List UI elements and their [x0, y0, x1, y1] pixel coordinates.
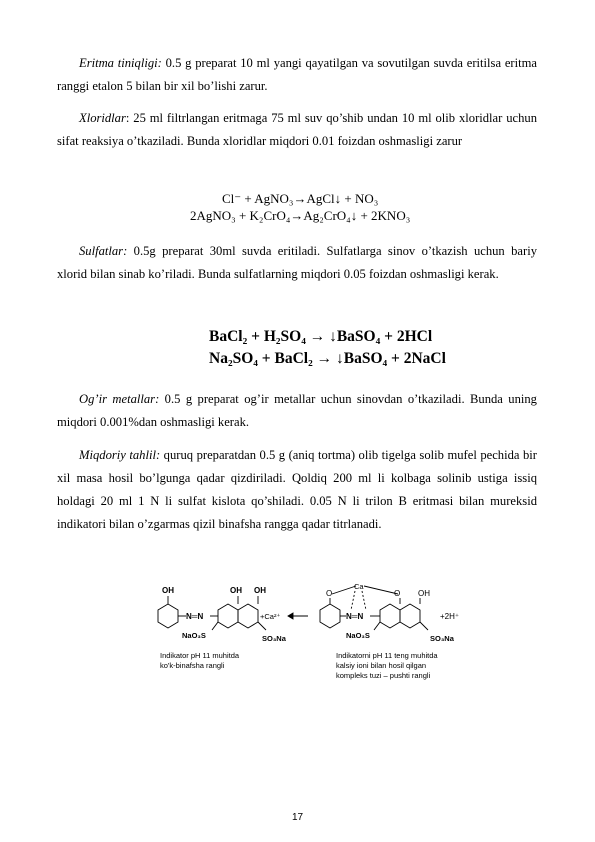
equation-sulfate-2: Na₂SO₄ + BaCl₂ → ↓BaSO₄ + 2NaCl [209, 350, 446, 367]
oh-label: OH [254, 586, 266, 595]
oh-label: OH [162, 586, 174, 595]
caption-line: Indikator pH 11 muhitda [160, 651, 240, 660]
equation-chloride-2: 2AgNO₃ + K₂CrO₄→Ag₂CrO₄↓ + 2KNO₃ [190, 208, 411, 223]
so3na-label: SO₃Na [262, 634, 286, 643]
paragraph-lead: Eritma tiniqligi: [79, 56, 162, 70]
paragraph-miqdoriy-tahlil [57, 444, 537, 536]
right-caption [336, 651, 438, 681]
paragraph-sulfatlar [57, 240, 537, 286]
paragraph-lead: Sulfatlar: [79, 244, 128, 258]
paragraph-text: : 25 ml filtrlangan eritmaga 75 ml suv qo’shib undan 10 ml olib xloridlar uchun sifat reaksiya o’tkaziladi. Bunda xloridlar miqdori 0.01 foizdan oshmasligi zarur [57, 111, 537, 148]
paragraph-xloridlar [57, 107, 537, 153]
paragraph-text: 0.5 g preparat og’ir metallar uchun sinovdan o’tkaziladi. Bunda uning miqdori 0.001%dan oshmasligi kerak. [57, 392, 537, 429]
caption-line: kompleks tuzi – pushti rangli [336, 671, 431, 680]
hydrogen-ion-label: +2H⁺ [440, 612, 460, 621]
paragraph-text: 0.5 g preparat 10 ml yangi qayatilgan va sovutilgan suvda eritilsa eritma ranggi etalon 5 bilan bir xil bo’lishi zarur. [57, 56, 537, 93]
page-number: 17 [291, 812, 304, 823]
nao3s-label: NaO₃S [182, 631, 206, 640]
azo-label: N═N [346, 612, 364, 621]
oh-label: OH [418, 589, 430, 598]
caption-line: ko'k-binafsha rangli [160, 661, 225, 670]
left-caption [160, 651, 239, 671]
paragraph-eritma-tiniqligi [57, 52, 537, 98]
oh-label: OH [230, 586, 242, 595]
nao3s-label: NaO₃S [346, 631, 370, 640]
equation-sulfate-1: BaCl₂ + H₂SO₄ → ↓BaSO₄ + 2HCl [209, 328, 433, 345]
oxygen-label: O [394, 589, 401, 598]
paragraph-text: quruq preparatdan 0.5 g (aniq tortma) olib tigelga solib mufel pechida bir xil masa hosil bo’lgunga qadar qizdiriladi. Qoldiq 200 ml li kolbaga solinib ustiga issiq holdagi 20 ml 1 N li sulfat kislota qo’shiladi. 0.05 N li trilon B eritmasi bilan mureksid indikatori bilan o’zgarmas qizil binafsha rangga qadar titrlanadi. [57, 448, 537, 531]
murexide-reaction-scheme [148, 582, 478, 662]
caption-line: kalsiy ioni bilan hosil qilgan [336, 661, 427, 670]
caption-line: Indikatorni pH 11 teng muhitda [336, 651, 438, 660]
calcium-ion-label: +Ca²⁺ [260, 612, 281, 621]
calcium-label: Ca [354, 582, 364, 591]
paragraph-lead: Xloridlar [79, 111, 126, 125]
so3na-label: SO₃Na [430, 634, 454, 643]
azo-label: N═N [186, 612, 204, 621]
oxygen-label: O [326, 589, 333, 598]
paragraph-text: 0.5g preparat 30ml suvda eritiladi. Sulfatlarga sinov o’tkazish uchun bariy xlorid bilan sinab ko’riladi. Bunda sulfatlarning miqdori 0.05 foizdan oshmasligi kerak. [57, 244, 537, 281]
equation-chloride-1: Cl⁻ + AgNO₃→AgCl↓ + NO₃ [222, 191, 379, 206]
paragraph-lead: Miqdoriy tahlil: [79, 448, 161, 462]
paragraph-ogir-metallar [57, 388, 537, 434]
paragraph-lead: Og’ir metallar: [79, 392, 160, 406]
